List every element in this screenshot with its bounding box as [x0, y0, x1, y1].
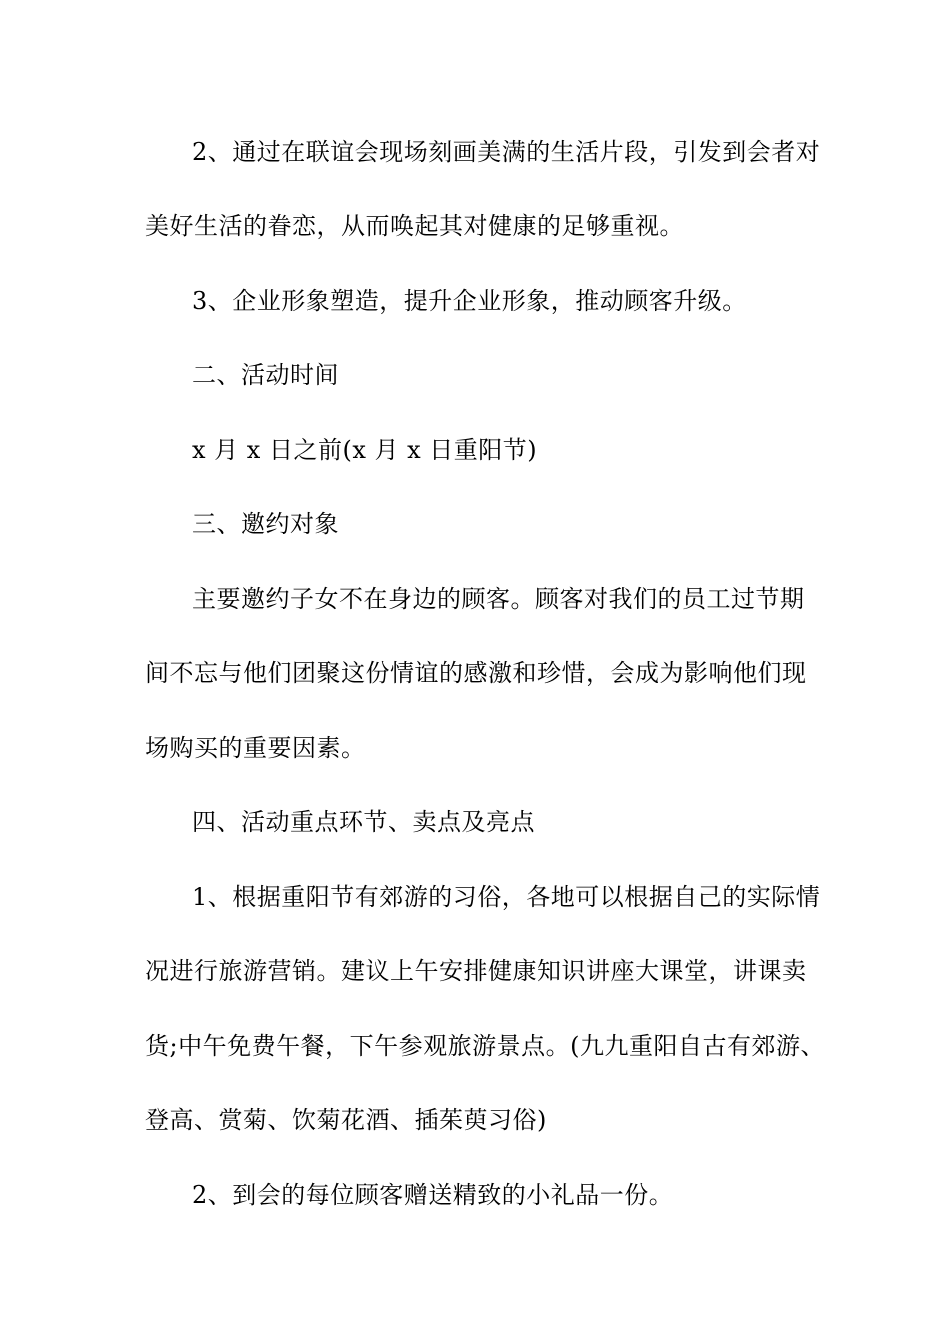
section-heading-highlights: 四、活动重点环节、卖点及亮点	[192, 808, 535, 836]
paragraph-highlight-1-line-4: 登高、赏菊、饮菊花酒、插茱萸习俗)	[145, 1106, 547, 1134]
paragraph-invitees-line-2: 间不忘与他们团聚这份情谊的感激和珍惜，会成为影响他们现	[145, 659, 807, 687]
paragraph-goal-2-line-2: 美好生活的眷恋，从而唤起其对健康的足够重视。	[145, 212, 684, 240]
paragraph-highlight-1-line-3: 货;中午免费午餐，下午参观旅游景点。(九九重阳自古有郊游、	[145, 1032, 825, 1060]
paragraph-goal-2-line-1: 2、通过在联谊会现场刻画美满的生活片段，引发到会者对	[192, 138, 821, 166]
paragraph-invitees-line-3: 场购买的重要因素。	[145, 734, 366, 762]
section-heading-invitees: 三、邀约对象	[192, 510, 339, 538]
paragraph-highlight-1-line-2: 况进行旅游营销。建议上午安排健康知识讲座大课堂，讲课卖	[145, 957, 807, 985]
paragraph-highlight-2: 2、到会的每位顾客赠送精致的小礼品一份。	[192, 1181, 674, 1209]
paragraph-goal-3: 3、企业形象塑造，提升企业形象，推动顾客升级。	[192, 287, 747, 315]
section-heading-activity-time: 二、活动时间	[192, 361, 339, 389]
paragraph-invitees-line-1: 主要邀约子女不在身边的顾客。顾客对我们的员工过节期	[192, 585, 805, 613]
activity-time-value: x 月 x 日之前(x 月 x 日重阳节)	[192, 436, 538, 464]
paragraph-highlight-1-line-1: 1、根据重阳节有郊游的习俗，各地可以根据自己的实际情	[192, 883, 821, 911]
